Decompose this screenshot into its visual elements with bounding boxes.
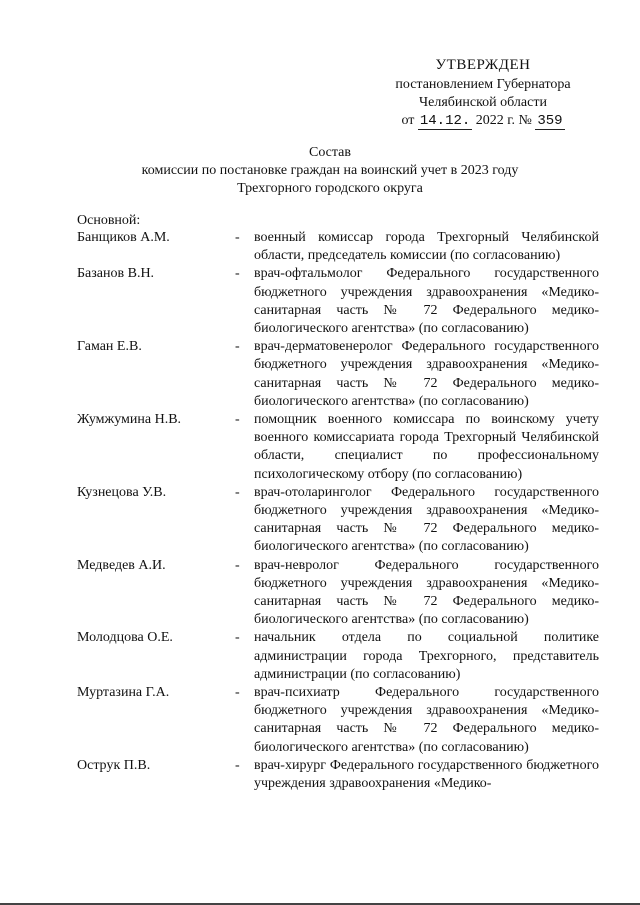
member-row <box>77 557 599 630</box>
approval-year-suffix: 2022 г. № <box>475 113 532 128</box>
member-role: врач-хирург Федерального государственного бюджетного учреждения здравоохранения «Медико- <box>254 757 599 792</box>
member-row <box>77 265 599 338</box>
title-line-1: Состав <box>308 145 351 160</box>
member-row <box>77 484 599 557</box>
approval-date: 14.12. <box>419 113 471 129</box>
member-dash: - <box>235 266 240 282</box>
approval-heading: УТВЕРЖДЕН <box>435 57 531 73</box>
member-dash: - <box>235 685 240 701</box>
member-row <box>77 411 599 484</box>
section-label: Основной: <box>77 213 141 228</box>
approval-prefix: от <box>401 113 415 128</box>
approval-line-1: постановлением Губернатора <box>395 77 571 92</box>
member-row <box>77 338 599 411</box>
members-list <box>77 229 599 793</box>
member-dash: - <box>235 557 240 573</box>
member-name: Молодцова О.Е. <box>77 630 173 646</box>
member-role: врач-невролог Федерального государственного бюджетного учреждения здравоохранения «Медико-санитарная часть № 72 Федерального медико-биологического агентства» (по согласованию) <box>254 557 599 628</box>
member-role: врач-психиатр Федерального государственного бюджетного учреждения здравоохранения «Медико-санитарная часть № 72 Федерального медико-биологического агентства» (по согласованию) <box>254 685 599 755</box>
member-dash: - <box>235 630 240 646</box>
title-line-3: Трехгорного городского округа <box>237 181 423 196</box>
member-name: Жумжумина Н.В. <box>77 412 182 428</box>
member-role: врач-офтальмолог Федерального государственного бюджетного учреждения здравоохранения «Медико-санитарная часть № 72 Федерального медико-биологического агентства» (по согласованию) <box>254 266 599 337</box>
member-name: Банщиков А.М. <box>77 230 170 245</box>
member-role: врач-дерматовенеролог Федерального государственного бюджетного учреждения здравоохранения «Медико-санитарная часть № 72 Федерального медико-биологического агентства» (по согласованию) <box>254 339 599 409</box>
member-dash: - <box>235 757 240 773</box>
member-dash: - <box>235 412 240 428</box>
approval-stamp <box>368 56 598 130</box>
member-row <box>77 629 599 684</box>
member-name: Гаман Е.В. <box>77 339 142 355</box>
member-role: помощник военного комиссара по воинскому учету военного комиссариата города Трехгорный Челябинской области, специалист по профессиональному психологическому отбору (по согласованию) <box>254 412 599 482</box>
member-row <box>77 229 599 265</box>
member-row <box>77 757 599 793</box>
approval-line-2: Челябинской области <box>419 95 547 110</box>
member-name: Кузнецова У.В. <box>77 484 167 500</box>
member-dash: - <box>235 339 240 355</box>
member-row <box>77 684 599 757</box>
member-dash: - <box>235 484 240 500</box>
document-title <box>60 144 600 198</box>
member-dash: - <box>235 230 240 245</box>
approval-date-line <box>368 112 598 130</box>
member-name: Медведев А.И. <box>77 557 166 573</box>
member-role: военный комиссар города Трехгорный Челябинской области, председатель комиссии (по согласованию) <box>254 230 599 264</box>
approval-number: 359 <box>537 113 563 129</box>
title-line-2: комиссии по постановке граждан на воинский учет в 2023 году <box>141 163 519 178</box>
member-name: Остpук П.В. <box>77 757 151 773</box>
member-name: Муртазина Г.А. <box>77 685 170 701</box>
member-role: начальник отдела по социальной политике администрации города Трехгорного, представитель администрации (по согласованию) <box>254 630 599 682</box>
member-role: врач-отоларинголог Федерального государственного бюджетного учреждения здравоохранения «Медико-санитарная часть № 72 Федерального медико-биологического агентства» (по согласованию) <box>254 484 599 555</box>
member-name: Базанов В.Н. <box>77 266 155 282</box>
